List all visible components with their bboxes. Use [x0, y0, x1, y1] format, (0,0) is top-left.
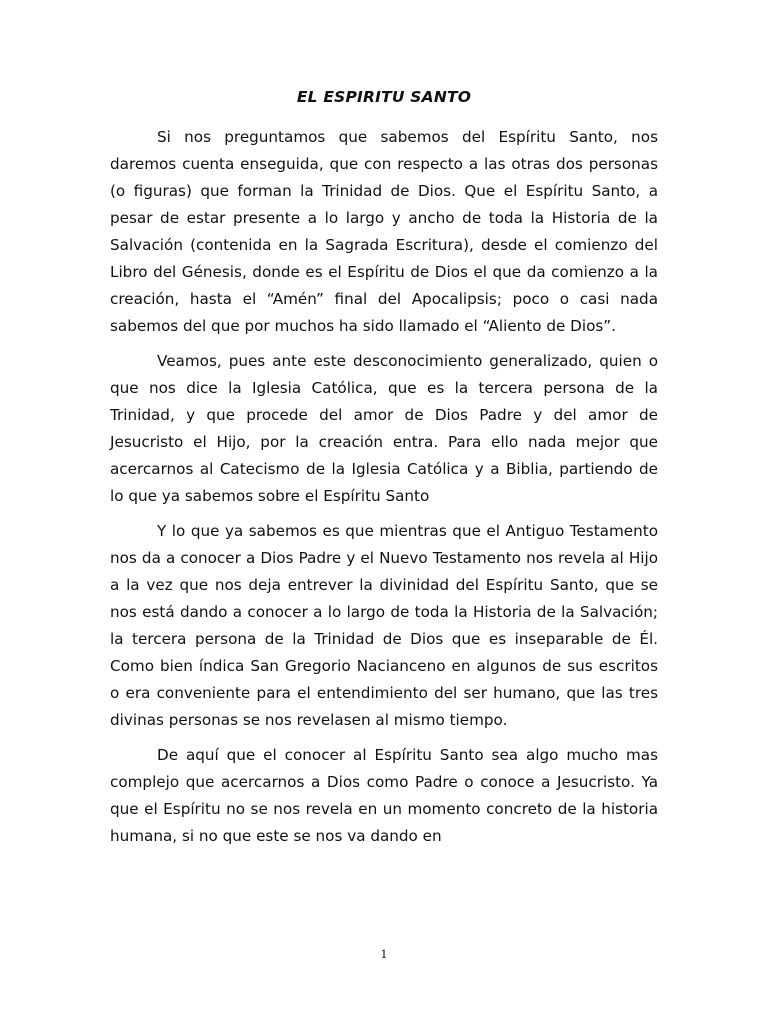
document-body [110, 124, 658, 858]
document-title: EL ESPIRITU SANTO [296, 88, 472, 106]
paragraph-3: Y lo que ya sabemos es que mientras que el Antiguo Testamento nos da a conocer a Dios Padre y el Nuevo Testamento nos revela al Hijo a la vez que nos deja entrever la divinidad del Espíritu Santo, que se nos está dando a conocer a lo largo de toda la Historia de la Salvación; la tercera persona de la Trinidad de Dios que es inseparable de Él. Como bien índica San Gregorio Nacianceno en algunos de sus escritos o era conveniente para el entendimiento del ser humano, que las tres divinas personas se nos revelasen al mismo tiempo. [110, 522, 658, 729]
paragraph-1: Si nos preguntamos que sabemos del Espíritu Santo, nos daremos cuenta enseguida, que con respecto a las otras dos personas (o figuras) que forman la Trinidad de Dios. Que el Espíritu Santo, a pesar de estar presente a lo largo y ancho de toda la Historia de la Salvación (contenida en la Sagrada Escritura), desde el comienzo del Libro del Génesis, donde es el Espíritu de Dios el que da comienzo a la creación, hasta el “Amén” final del Apocalipsis; poco o casi nada sabemos del que por muchos ha sido llamado el “Aliento de Dios”. [110, 128, 658, 335]
paragraph-4: De aquí que el conocer al Espíritu Santo sea algo mucho mas complejo que acercarnos a Dios como Padre o conoce a Jesucristo. Ya que el Espíritu no se nos revela en un momento concreto de la historia humana, si no que este se nos va dando en [110, 746, 658, 845]
paragraph-2: Veamos, pues ante este desconocimiento generalizado, quien o que nos dice la Iglesia Católica, que es la tercera persona de la Trinidad, y que procede del amor de Dios Padre y del amor de Jesucristo el Hijo, por la creación entra. Para ello nada mejor que acercarnos al Catecismo de la Iglesia Católica y a Biblia, partiendo de lo que ya sabemos sobre el Espíritu Santo [110, 352, 658, 505]
page-number: 1 [380, 948, 388, 961]
